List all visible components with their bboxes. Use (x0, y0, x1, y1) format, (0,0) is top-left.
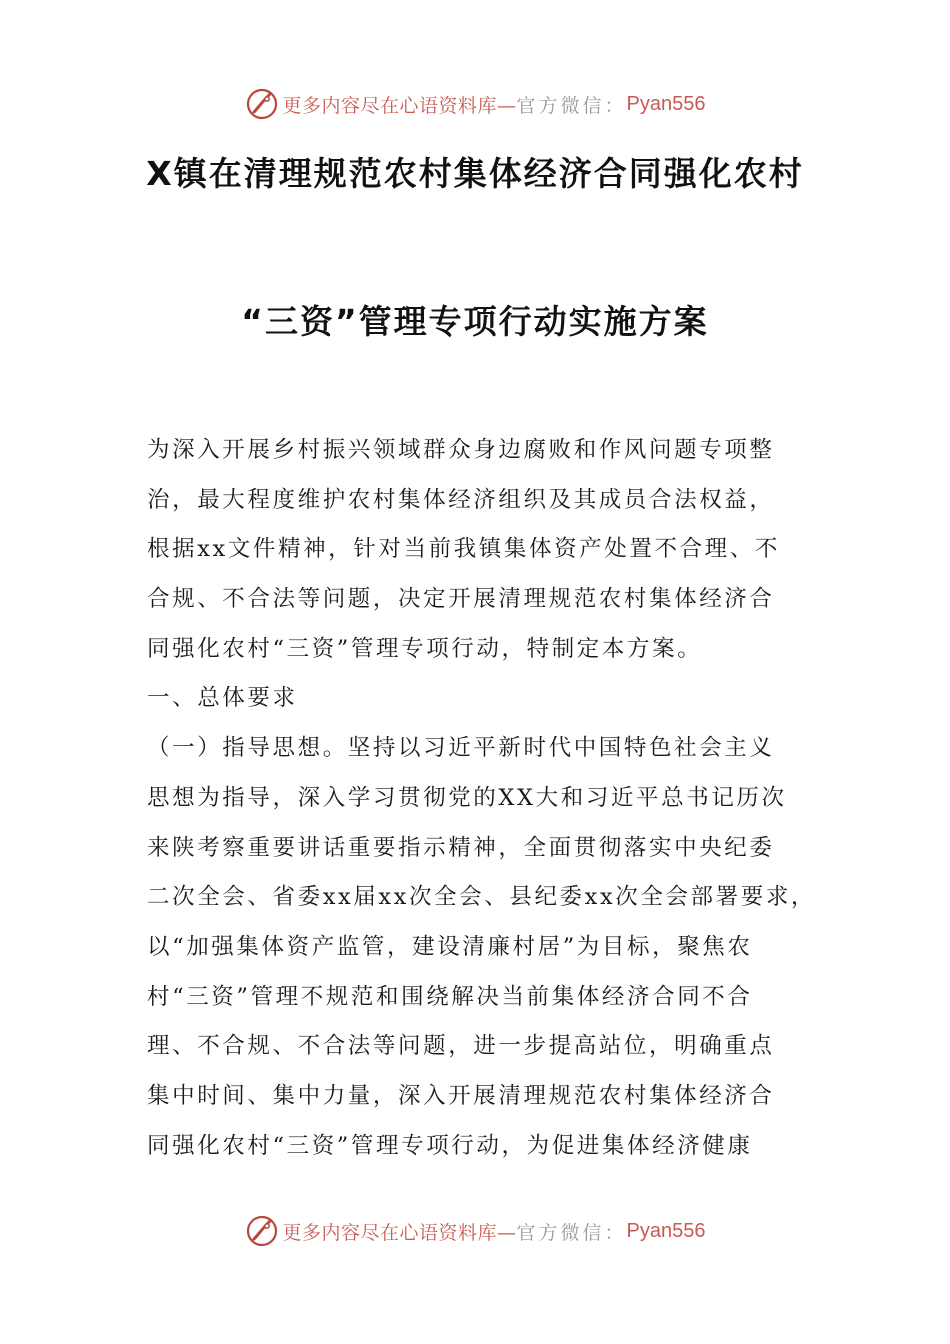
watermark-wechat-id: Pyan556 (626, 1219, 706, 1242)
header-watermark (0, 84, 950, 124)
watermark-wechat-label: 官方微信： (516, 1221, 627, 1244)
watermark-brand-text: 更多内容尽在心语资料库— (282, 1221, 517, 1244)
body-line: （一）指导思想。坚持以习近平新时代中国特色社会主义 (147, 735, 775, 762)
body-line: 来陕考察重要讲话重要指示精神，全面贯彻落实中央纪委 (147, 834, 775, 861)
document-title-line-2: “三资”管理专项行动实施方案 (241, 302, 709, 341)
body-line: 理、不合规、不合法等问题，进一步提高站位，明确重点 (147, 1033, 775, 1060)
footer-watermark (0, 1211, 950, 1251)
pen-logo-icon (245, 87, 279, 121)
pen-logo-icon (245, 1214, 279, 1248)
watermark-brand-text: 更多内容尽在心语资料库— (282, 94, 517, 117)
body-line: 思想为指导，深入学习贯彻党的XX大和习近平总书记历次 (147, 784, 787, 811)
body-line: 同强化农村“三资”管理专项行动，为促进集体经济健康 (147, 1132, 753, 1159)
watermark-wechat-id: Pyan556 (626, 92, 706, 115)
document-body (147, 426, 817, 1171)
body-line: 根据xx文件精神，针对当前我镇集体资产处置不合理、不 (147, 536, 780, 563)
body-line: 集中时间、集中力量，深入开展清理规范农村集体经济合 (147, 1082, 775, 1109)
body-line: 村“三资”管理不规范和围绕解决当前集体经济合同不合 (147, 983, 753, 1010)
body-line: 同强化农村“三资”管理专项行动，特制定本方案。 (147, 635, 703, 662)
body-line: 二次全会、省委xx届xx次全会、县纪委xx次全会部署要求， (147, 884, 817, 911)
watermark-wechat-label: 官方微信： (516, 94, 627, 117)
body-line: 合规、不合法等问题，决定开展清理规范农村集体经济合 (147, 586, 775, 613)
body-line: 治，最大程度维护农村集体经济组织及其成员合法权益， (147, 486, 775, 513)
document-title-line-1: X镇在清理规范农村集体经济合同强化农村 (146, 154, 804, 193)
body-line: 为深入开展乡村振兴领域群众身边腐败和作风问题专项整 (147, 437, 775, 463)
body-line: 以“加强集体资产监管，建设清廉村居”为目标，聚焦农 (147, 933, 753, 960)
section-heading: 一、总体要求 (147, 685, 298, 712)
